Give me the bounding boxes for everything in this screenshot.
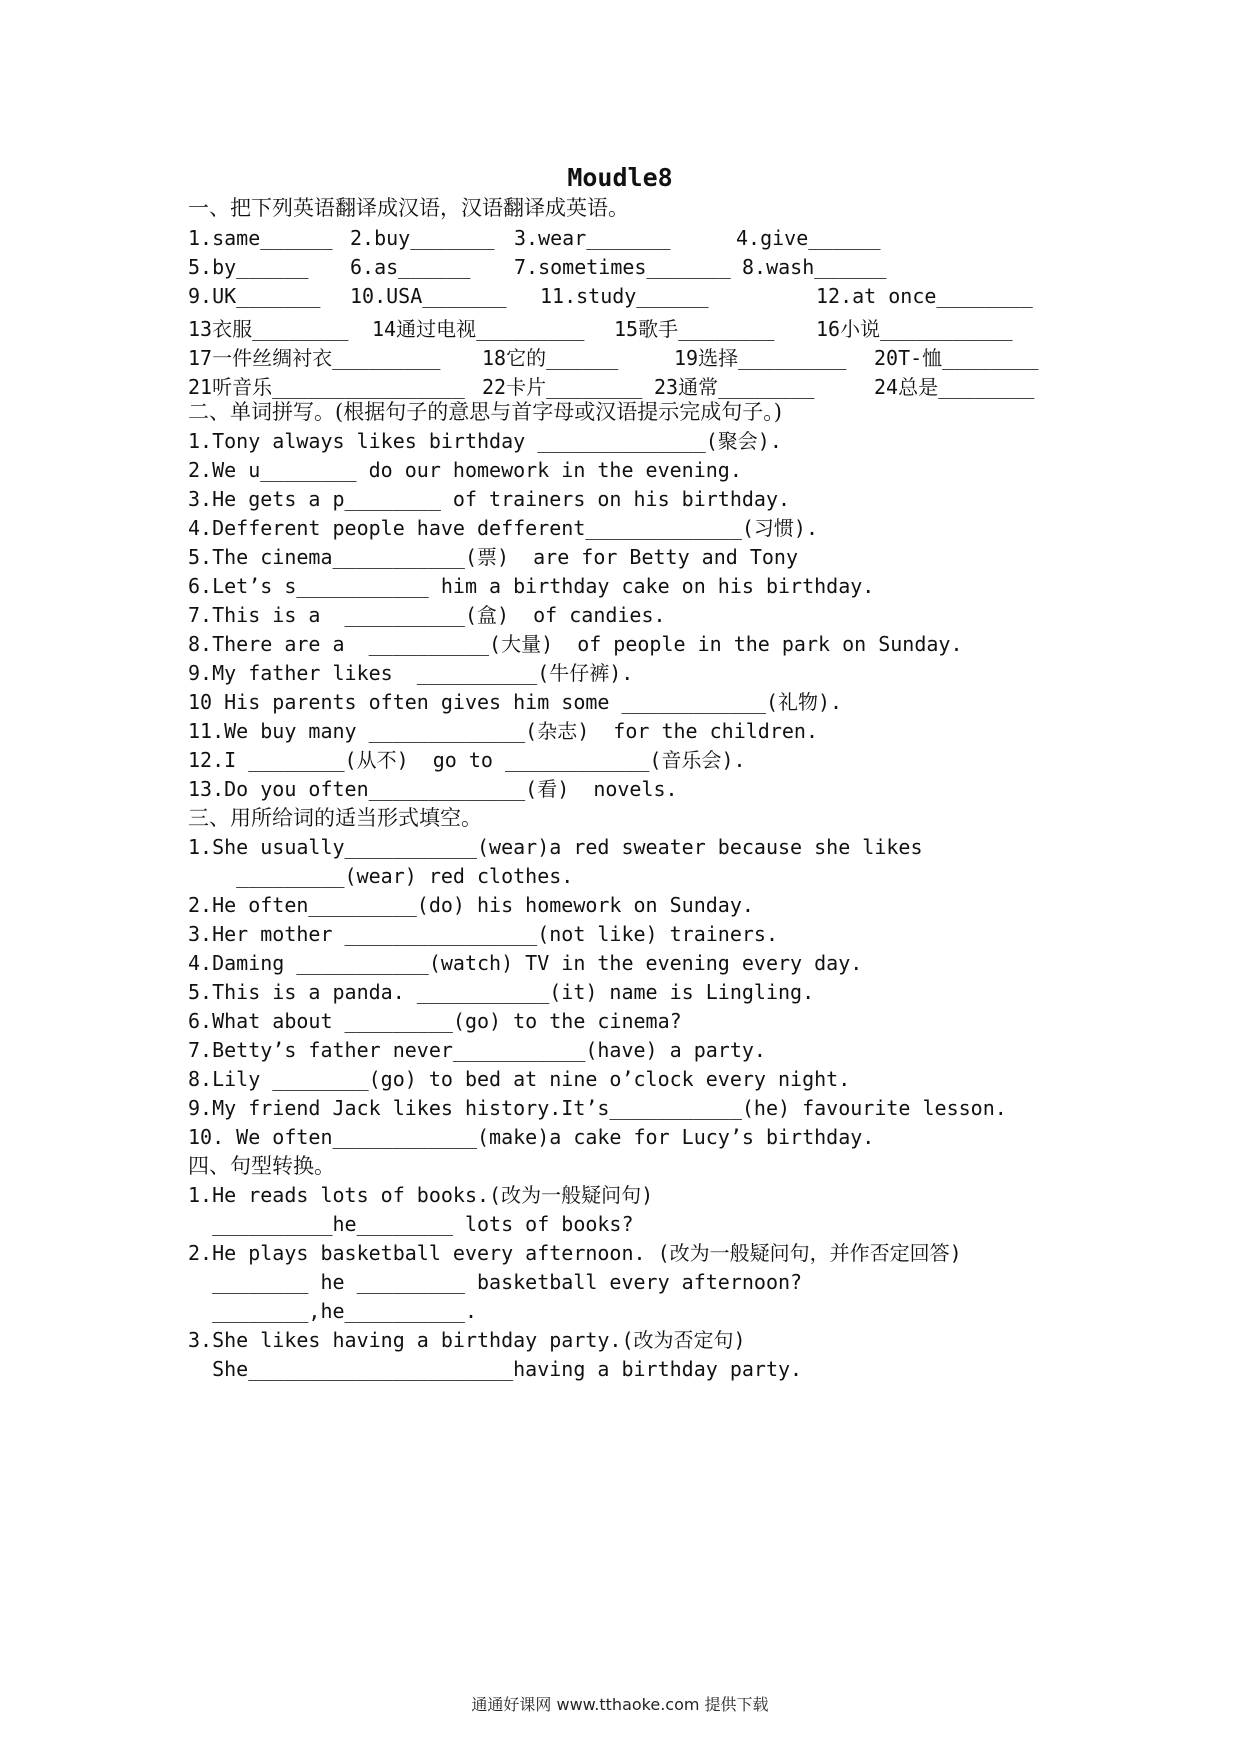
spelling-item-3: 3.He gets a p________ of trainers on his birthday. (188, 487, 791, 511)
page-title: Moudle8 (567, 163, 673, 192)
vocab-item: 23通常________ (654, 375, 815, 399)
vocab-item: 15歌手________ (614, 317, 775, 341)
vocab-item: 3.wear_______ (514, 226, 671, 250)
vocab-row-6 (188, 371, 1088, 397)
section-1-heading: 一、把下列英语翻译成汉语，汉语翻译成英语。 (188, 196, 629, 220)
vocab-item: 21听音乐________________ (188, 375, 465, 399)
fill-item-2: 2.He often_________(do) his homework on Sunday. (188, 893, 754, 917)
page-footer: 通通好课网 www.tthaoke.com 提供下载 (471, 1695, 769, 1714)
vocab-item: 13衣服________ (188, 317, 349, 341)
vocab-item: 5.by______ (188, 255, 309, 279)
spelling-item-5: 5.The cinema___________(票) are for Betty and Tony (188, 545, 799, 569)
spelling-item-8: 8.There are a __________(大量) of people in the park on Sunday. (188, 632, 963, 656)
transform-item-2-answer: ________ he _________ basketball every afternoon? (188, 1270, 803, 1294)
spelling-item-11: 11.We buy many _____________(杂志) for the children. (188, 719, 819, 743)
vocab-item: 4.give______ (736, 226, 881, 250)
vocab-item: 1.same______ (188, 226, 333, 250)
section-3-heading: 三、用所给词的适当形式填空。 (188, 806, 482, 830)
vocab-item: 6.as______ (350, 255, 471, 279)
vocab-row-3 (188, 284, 1088, 310)
spelling-item-6: 6.Let’s s___________ him a birthday cake on his birthday. (188, 574, 875, 598)
vocab-item: 19选择_________ (674, 346, 847, 370)
vocab-item: 7.sometimes_______ (514, 255, 731, 279)
fill-item-6: 6.What about _________(go) to the cinema? (188, 1009, 682, 1033)
transform-item-3: 3.She likes having a birthday party.(改为否定句) (188, 1328, 746, 1352)
vocab-item: 24总是________ (874, 375, 1035, 399)
spelling-item-7: 7.This is a __________(盒) of candies. (188, 603, 666, 627)
vocab-item: 18它的______ (482, 346, 619, 370)
spelling-item-2: 2.We u________ do our homework in the evening. (188, 458, 742, 482)
fill-item-10: 10. We often____________(make)a cake for Lucy’s birthday. (188, 1125, 875, 1149)
section-2-heading: 二、单词拼写。(根据句子的意思与首字母或汉语提示完成句子。) (188, 400, 782, 424)
vocab-item: 2.buy_______ (350, 226, 495, 250)
fill-item-8: 8.Lily ________(go) to bed at nine o’clock every night. (188, 1067, 851, 1091)
fill-item-4: 4.Daming ___________(watch) TV in the evening every day. (188, 951, 863, 975)
spelling-item-12: 12.I ________(从不) go to ____________(音乐会). (188, 748, 746, 772)
vocab-row-5 (188, 342, 1088, 368)
spelling-item-1: 1.Tony always likes birthday ______________(聚会). (188, 429, 782, 453)
transform-item-2: 2.He plays basketball every afternoon. (改为一般疑问句，并作否定回答) (188, 1241, 962, 1265)
transform-item-2-reply: ________,he__________. (188, 1299, 477, 1323)
spelling-item-10: 10 His parents often gives him some ____________(礼物). (188, 690, 843, 714)
spelling-item-9: 9.My father likes __________(牛仔裤). (188, 661, 634, 685)
vocab-item: 11.study______ (540, 284, 709, 308)
vocab-item: 8.wash______ (742, 255, 887, 279)
vocab-item: 16小说___________ (816, 317, 1013, 341)
vocab-row-2 (188, 255, 1088, 281)
vocab-item: 9.UK_______ (188, 284, 321, 308)
vocab-item: 17一件丝绸衬衣_________ (188, 346, 441, 370)
fill-item-1-cont: _________(wear) red clothes. (188, 864, 574, 888)
vocab-item: 12.at once________ (816, 284, 1033, 308)
transform-item-1: 1.He reads lots of books.(改为一般疑问句) (188, 1183, 654, 1207)
transform-item-3-answer: She______________________having a birthday party. (188, 1357, 803, 1381)
vocab-item: 14通过电视_________ (372, 317, 585, 341)
transform-item-1-answer: __________he________ lots of books? (188, 1212, 634, 1236)
fill-item-7: 7.Betty’s father never___________(have) a party. (188, 1038, 766, 1062)
vocab-item: 22卡片________ (482, 375, 643, 399)
fill-item-1: 1.She usually___________(wear)a red sweater because she likes (188, 835, 923, 859)
vocab-row-4 (188, 313, 1088, 339)
vocab-item: 10.USA_______ (350, 284, 507, 308)
vocab-item: 20T-恤________ (874, 346, 1039, 370)
fill-item-9: 9.My friend Jack likes history.It’s___________(he) favourite lesson. (188, 1096, 1007, 1120)
spelling-item-13: 13.Do you often_____________(看) novels. (188, 777, 678, 801)
spelling-item-4: 4.Defferent people have defferent_____________(习惯). (188, 516, 819, 540)
vocab-row-1 (188, 226, 1088, 252)
section-4-heading: 四、句型转换。 (188, 1154, 335, 1178)
fill-item-5: 5.This is a panda. ___________(it) name is Lingling. (188, 980, 815, 1004)
fill-item-3: 3.Her mother ________________(not like) trainers. (188, 922, 779, 946)
